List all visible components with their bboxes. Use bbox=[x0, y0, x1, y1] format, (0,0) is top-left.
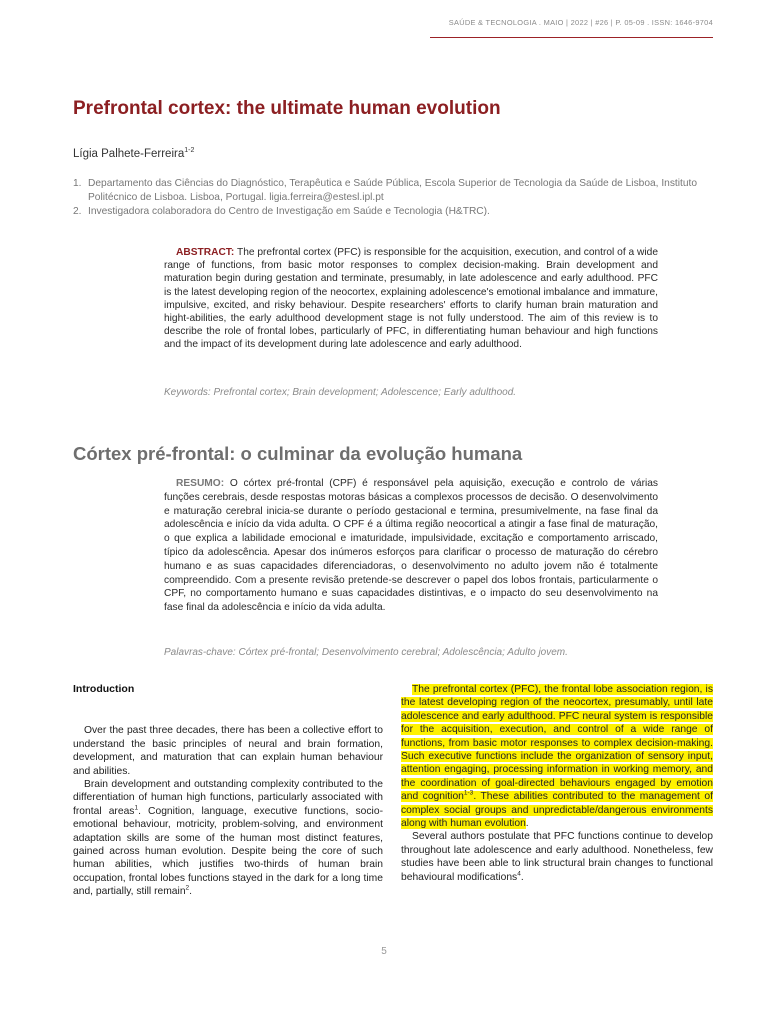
citation: 2 bbox=[185, 884, 190, 892]
highlighted-paragraph: The prefrontal cortex (PFC), the frontal lobe association region, is the latest developing region of the neocortex, presumably, until late adolescence and early adulthood. PFC neural system is responsible for the acquisition, execution, and control of a wide range of functions, from basic motor responses to complex decision-making. Such executive functions include the organization of sensory input, attention engaging, processing information in working memory, and the coordination of goal-directed behaviours engaged by emotion and cognition$^{1-3}$. These abilities contributed to the management of complex social groups and unpredictable/dangerous environments along with human evolution. bbox=[401, 684, 713, 830]
affiliation-text: Departamento das Ciências do Diagnóstico, Terapêutica e Saúde Pública, Escola Superior de Tecnologia da Saúde de Lisboa, Instituto Politécnico de Lisboa. Lisboa, Portugal. ligia.ferreira@estesl.ipl.pt bbox=[88, 178, 697, 203]
page-number: 5 bbox=[381, 946, 387, 957]
portuguese-title: Córtex pré-frontal: o culminar da evolução humana bbox=[73, 443, 523, 464]
introduction-heading: Introduction bbox=[73, 683, 135, 695]
running-head: SAÚDE & TECNOLOGIA . MAIO | 2022 | #26 | P. 05-09 . ISSN: 1646-9704 bbox=[448, 18, 713, 27]
palavras-chave: Palavras-chave: Córtex pré-frontal; Desenvolvimento cerebral; Adolescência; Adulto jovem. bbox=[164, 647, 568, 658]
affiliation-number: 2. bbox=[73, 206, 82, 217]
text-highlight: The prefrontal cortex (PFC), the frontal lobe association region, is the latest developing region of the neocortex, presumably, until late adolescence and early adulthood. PFC neural system is responsible for the acquisition, execution, and control of a wide range of functions, from basic motor responses to complex decision-making. Such executive functions include the organization of sensory input, attention engaging, processing information in working memory, and the coordination of goal-directed behaviours engaged by emotion and cognition$^{1-3}$. These abilities contributed to the management of complex social groups and unpredictable/dangerous environments along with human evolution bbox=[401, 684, 713, 830]
keywords: Keywords: Prefrontal cortex; Brain development; Adolescence; Early adulthood. bbox=[164, 387, 517, 398]
paragraph: Brain development and outstanding complexity contributed to the differentiation of human high functions, particularly associated with frontal areas$^1$. Cognition, language, executive functions, socio-emotional behaviour, motricity, problem-solving, and environment adaptation skills are some of the human most distinct features, gained across human evolution. Despite being the core of such human abilities, which justifies two-thirds of human brain occupation, frontal lobes functions stayed in the dark for a long time and, partially, still remain$^2$. bbox=[73, 779, 383, 898]
author-name: Lígia Palhete-Ferreira bbox=[73, 148, 185, 160]
resumo-label: RESUMO: bbox=[176, 478, 225, 489]
affiliation-text: Investigadora colaboradora do Centro de Investigação em Saúde e Tecnologia (H&TRC). bbox=[88, 206, 490, 217]
left-column bbox=[73, 683, 383, 899]
citation: 1-3 bbox=[463, 789, 474, 797]
resumo bbox=[164, 477, 658, 615]
right-column bbox=[401, 683, 713, 884]
abstract-label: ABSTRACT: bbox=[176, 247, 235, 258]
paragraph: Over the past three decades, there has been a collective effort to understand the basic principles of neural and brain formation, development, and maturation that can explain human behaviour and abilities. bbox=[73, 725, 383, 777]
affiliation-2 bbox=[73, 205, 723, 219]
citation: 4 bbox=[517, 870, 521, 878]
affiliations bbox=[73, 177, 723, 219]
abstract bbox=[164, 246, 658, 352]
author-line bbox=[73, 148, 194, 160]
article-title: Prefrontal cortex: the ultimate human evolution bbox=[73, 98, 501, 119]
resumo-text: O córtex pré-frontal (CPF) é responsável pela aquisição, execução e controlo de várias funções cerebrais, desde respostas motoras básicas a complexos processos de decisão. O desenvolvimento e maturação cerebral inicia-se durante o período gestacional e termina, presumivelmente, na fase final da adolescência e início da vida adulta. O CPF é a última região neocortical a atingir a fase final de maturação, o que explica a labilidade emocional e imaturidade, impulsividade, excitação e comportamento arriscado, típico da adolescência. Apesar dos inúmeros esforços para clarificar o processo de maturação do cérebro humano e as suas capacidades diferenciadoras, o desenvolvimento no adulto jovem não é totalmente compreendido. Com a presente revisão pretende-se descrever o papel dos lobos frontais, particularmente o CPF, no comportamento humano e suas capacidades distintivas, e o impacto do seu desenvolvimento na fase final da adolescência e início da vida adulta. bbox=[164, 478, 658, 614]
abstract-text: The prefrontal cortex (PFC) is responsible for the acquisition, execution, and control of a wide range of functions, from basic motor responses to complex decision-making. Brain development and maturation begin during gestation and terminate, presumably, in late adolescence and early adulthood. PFC is the latest developing region of the neocortex, explaining adolescence's emotional imbalance and immature, impulsive, excited, and risky behaviour. Despite researchers' efforts to clarify human brain maturation and hight-abilities, the early adulthood development stage is not fully understood. The aim of this review is to describe the role of frontal lobes, particularly of PFC, in differentiating human behaviour and high functions and the impact of its development during late adolescence and early adulthood. bbox=[164, 247, 658, 351]
paragraph: Several authors postulate that PFC functions continue to develop throughout late adolescence and early adulthood. Nonetheless, few studies have been able to link structural brain changes to functional behavioural modifications$^4$. bbox=[401, 831, 713, 883]
citation: 1 bbox=[134, 804, 139, 812]
header-rule bbox=[430, 37, 713, 38]
affiliation-1 bbox=[73, 177, 723, 205]
affiliation-number: 1. bbox=[73, 178, 82, 189]
author-affiliation-marks: 1-2 bbox=[184, 147, 195, 155]
